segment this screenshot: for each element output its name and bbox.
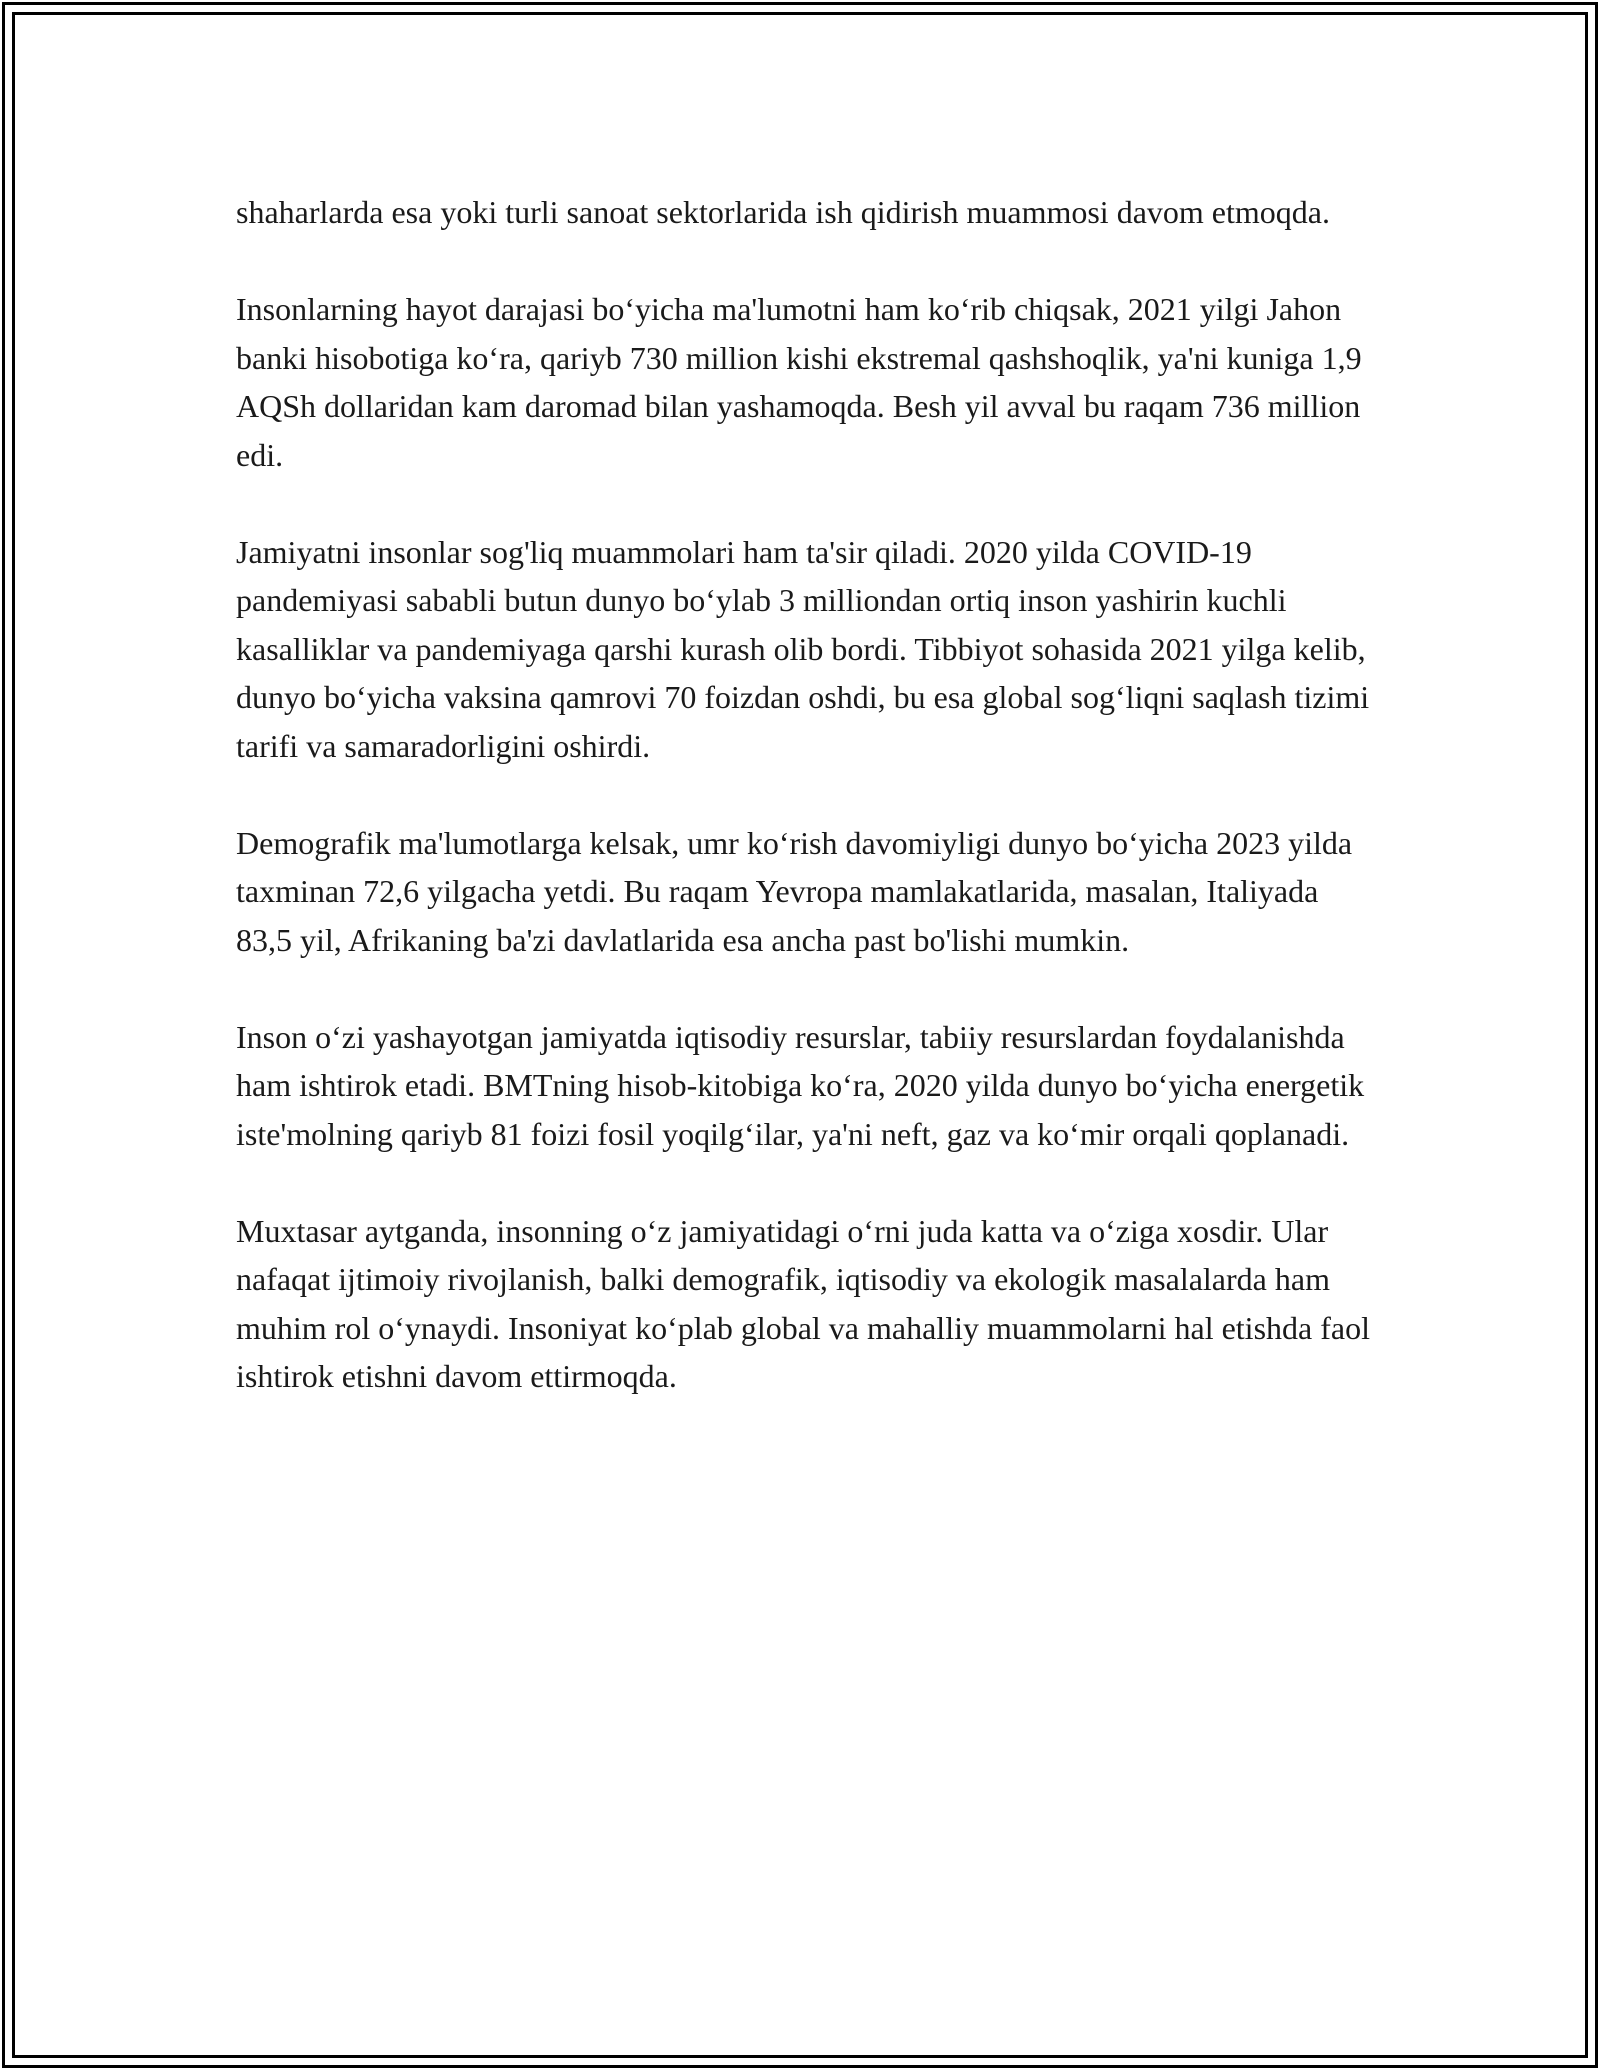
paragraph-5: Inson o‘zi yashayotgan jamiyatda iqtisodiy resurslar, tabiiy resurslardan foydalanishda ham ishtirok etadi. BMTning hisob-kitobiga ko‘ra, 2020 yilda dunyo bo‘yicha energetik iste'molning qariyb 81 foizi fosil yoqilg‘ilar, ya'ni neft, gaz va ko‘mir orqali qoplanadi. [236,1018,1365,1152]
paragraph-3: Jamiyatni insonlar sog'liq muammolari ham ta'sir qiladi. 2020 yilda COVID-19 pandemiyasi sababli butun dunyo bo‘ylab 3 milliondan ortiq inson yashirin kuchli kasalliklar va pandemiyaga qarshi kurash olib bordi. Tibbiyot sohasida 2021 yilga kelib, dunyo bo‘yicha vaksina qamrovi 70 foizdan oshdi, bu esa global sog‘liqni saqlash tizimi tarifi va samaradorligini oshirdi. [236,533,1370,764]
paragraph-1: shaharlarda esa yoki turli sanoat sektorlarida ish qidirish muammosi davom etmoqda. [236,194,1330,230]
paragraph-2: Insonlarning hayot darajasi bo‘yicha ma'lumotni ham ko‘rib chiqsak, 2021 yilgi Jahon banki hisobotiga ko‘ra, qariyb 730 million kishi ekstremal qashshoqlik, ya'ni kuniga 1,9 AQSh dollaridan kam daromad bilan yashamoqda. Besh yil avval bu raqam 736 million edi. [236,291,1362,473]
paragraph-6: Muxtasar aytganda, insonning o‘z jamiyatidagi o‘rni juda katta va o‘ziga xosdir. Ular nafaqat ijtimoiy rivojlanish, balki demografik, iqtisodiy va ekologik masalalarda ham muhim rol o‘ynaydi. Insoniyat ko‘plab global va mahalliy muammolarni hal etishda faol ishtirok etishni davom ettirmoqda. [236,1212,1370,1394]
paragraph-4: Demografik ma'lumotlarga kelsak, umr ko‘rish davomiyligi dunyo bo‘yicha 2023 yilda taxminan 72,6 yilgacha yetdi. Bu raqam Yevropa mamlakatlarida, masalan, Italiyada 83,5 yil, Afrikaning ba'zi davlatlarida esa ancha past bo'lishi mumkin. [236,824,1353,958]
document-body [236,188,1376,1449]
